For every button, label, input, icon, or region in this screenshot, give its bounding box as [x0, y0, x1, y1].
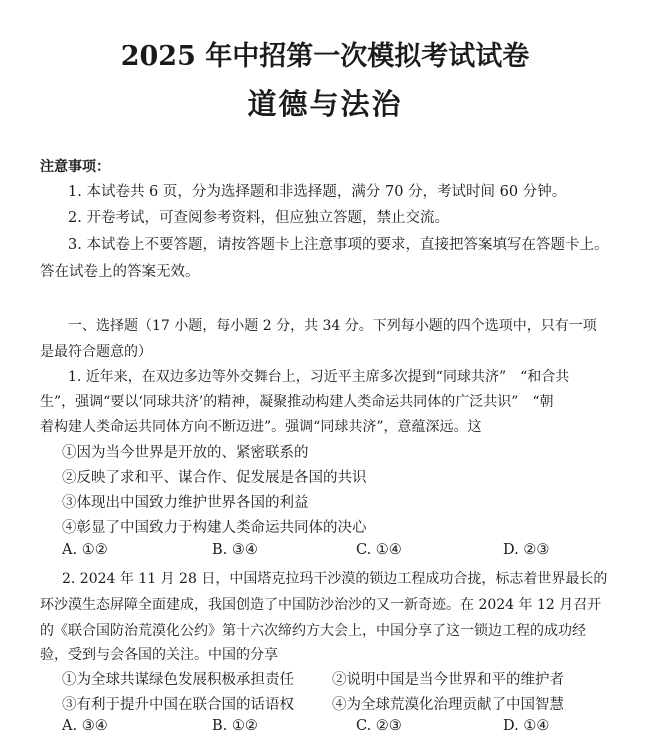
notice-item: 2. 开卷考试，可查阅参考资料，但应独立答题，禁止交流。	[68, 210, 449, 226]
q2-stem-line: 2. 2024 年 11 月 28 日，中国塔克拉玛干沙漠的锁边工程成功合拢，标志着世界最长的	[62, 571, 608, 587]
q2-statement: ③有利于提升中国在联合国的话语权	[62, 697, 294, 713]
q2-option-b: B. ①②	[212, 718, 258, 734]
q1-statement: ②反映了求和平、谋合作、促发展是各国的共识	[62, 470, 367, 486]
exam-title: 2025 年中招第一次模拟考试试卷	[120, 41, 530, 72]
q2-statement: ④为全球荒漠化治理贡献了中国智慧	[332, 697, 564, 713]
q1-option-c: C. ①④	[356, 542, 402, 558]
q2-stem-line: 环沙漠生态屏障全面建成，我国创造了中国防沙治沙的又一新奇迹。在 2024 年 12 月召开	[40, 597, 602, 613]
q2-stem-line: 验，受到与会各国的关注。中国的分享	[40, 647, 278, 663]
q1-stem-line: 生”，强调“要以‘同球共济’的精神，凝聚推动构建人类命运共同体的广泛共识” “朝	[40, 394, 554, 410]
q2-stem-line: 的《联合国防治荒漠化公约》第十六次缔约方大会上，中国分享了这一锁边工程的成功经	[40, 623, 586, 639]
q2-option-a: A. ③④	[62, 718, 108, 734]
q1-option-d: D. ②③	[503, 542, 550, 558]
q1-stem-line: 1. 近年来，在双边多边等外交舞台上，习近平主席多次提到“同球共济” “和合共	[68, 369, 570, 385]
section-heading: 一、选择题（17 小题，每小题 2 分，共 34 分。下列每小题的四个选项中，只有一项	[68, 318, 597, 334]
q1-option-a: A. ①②	[62, 542, 108, 558]
subject-title: 道德与法治	[247, 87, 403, 121]
notice-item: 答在试卷上的答案无效。	[40, 264, 200, 280]
q2-option-c: C. ②③	[356, 718, 402, 734]
q1-statement: ③体现出中国致力维护世界各国的利益	[62, 495, 309, 511]
notice-item: 3. 本试卷上不要答题，请按答题卡上注意事项的要求，直接把答案填写在答题卡上。	[68, 237, 609, 253]
q2-statement: ②说明中国是当今世界和平的维护者	[332, 672, 564, 688]
notice-item: 1. 本试卷共 6 页，分为选择题和非选择题，满分 70 分，考试时间 60 分钟。	[68, 184, 567, 200]
q2-statement: ①为全球共谋绿色发展积极承担责任	[62, 672, 294, 688]
q1-option-b: B. ③④	[212, 542, 258, 558]
notice-heading: 注意事项：	[40, 159, 110, 175]
q1-statement: ①因为当今世界是开放的、紧密联系的	[62, 445, 309, 461]
section-heading-cont: 是最符合题意的）	[40, 344, 152, 360]
q1-stem-line: 着构建人类命运共同体方向不断迈进”。强调“同球共济”，意蕴深远。这	[40, 419, 482, 435]
q1-statement: ④彰显了中国致力于构建人类命运共同体的决心	[62, 520, 367, 536]
q2-option-d: D. ①④	[503, 718, 550, 734]
